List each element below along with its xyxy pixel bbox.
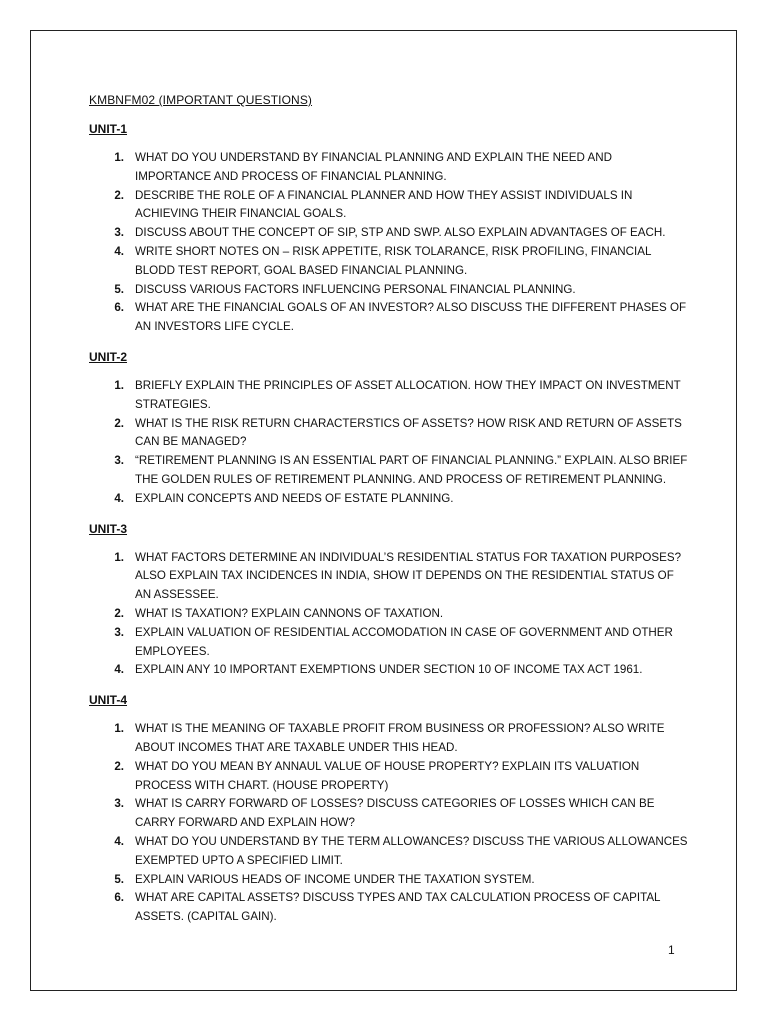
question-item xyxy=(89,490,689,509)
question-text: EXPLAIN VALUATION OF RESIDENTIAL ACCOMODATION IN CASE OF GOVERNMENT AND OTHER EMPLOYEES. xyxy=(135,625,673,658)
question-number: 3. xyxy=(114,625,124,639)
question-text: DESCRIBE THE ROLE OF A FINANCIAL PLANNER AND HOW THEY ASSIST INDIVIDUALS IN ACHIEVING THEIR FINANCIAL GOALS. xyxy=(135,188,633,221)
question-list xyxy=(89,377,689,509)
question-item xyxy=(89,224,689,243)
question-number: 6. xyxy=(114,891,124,905)
question-item xyxy=(89,187,689,225)
question-number: 3. xyxy=(114,226,124,240)
document-body xyxy=(89,92,689,939)
question-text: WHAT ARE THE FINANCIAL GOALS OF AN INVESTOR? ALSO DISCUSS THE DIFFERENT PHASES OF AN INVESTORS LIFE CYCLE. xyxy=(135,301,687,334)
question-text: EXPLAIN ANY 10 IMPORTANT EXEMPTIONS UNDER SECTION 10 OF INCOME TAX ACT 1961. xyxy=(135,663,643,677)
question-number: 2. xyxy=(114,606,124,620)
question-text: WHAT DO YOU UNDERSTAND BY THE TERM ALLOWANCES? DISCUSS THE VARIOUS ALLOWANCES EXEMPTED UPTO A SPECIFIED LIMIT. xyxy=(135,834,688,867)
question-item xyxy=(89,243,689,281)
question-item xyxy=(89,452,689,490)
unit-heading: UNIT-4 xyxy=(89,693,128,708)
unit-heading: UNIT-2 xyxy=(89,349,128,364)
question-number: 5. xyxy=(114,282,124,296)
question-list xyxy=(89,720,689,927)
question-text: WHAT IS CARRY FORWARD OF LOSSES? DISCUSS CATEGORIES OF LOSSES WHICH CAN BE CARRY FORWARD AND EXPLAIN HOW? xyxy=(135,797,655,830)
question-item xyxy=(89,758,689,796)
question-number: 4. xyxy=(114,834,124,848)
question-text: BRIEFLY EXPLAIN THE PRINCIPLES OF ASSET ALLOCATION. HOW THEY IMPACT ON INVESTMENT STRATEGIES. xyxy=(135,378,681,411)
document-title: KMBNFM02 (IMPORTANT QUESTIONS) xyxy=(89,93,313,107)
question-item xyxy=(89,833,689,871)
question-text: WRITE SHORT NOTES ON – RISK APPETITE, RISK TOLARANCE, RISK PROFILING, FINANCIAL BLODD TEST REPORT, GOAL BASED FINANCIAL PLANNING. xyxy=(135,244,652,277)
question-text: WHAT ARE CAPITAL ASSETS? DISCUSS TYPES AND TAX CALCULATION PROCESS OF CAPITAL ASSETS. (CAPITAL GAIN). xyxy=(135,891,661,924)
question-list xyxy=(89,149,689,337)
question-text: “RETIREMENT PLANNING IS AN ESSENTIAL PART OF FINANCIAL PLANNING.” EXPLAIN. ALSO BRIEF THE GOLDEN RULES OF RETIREMENT PLANNING. AND PROCESS OF RETIREMENT PLANNING. xyxy=(135,454,688,486)
question-number: 2. xyxy=(114,416,124,430)
question-number: 2. xyxy=(114,759,124,773)
question-number: 5. xyxy=(114,872,124,886)
question-text: WHAT IS THE RISK RETURN CHARACTERSTICS OF ASSETS? HOW RISK AND RETURN OF ASSETS CAN BE MANAGED? xyxy=(135,416,682,449)
question-number: 4. xyxy=(114,244,124,258)
question-number: 2. xyxy=(114,188,124,202)
question-list xyxy=(89,549,689,681)
question-number: 3. xyxy=(114,454,124,468)
question-text: WHAT IS THE MEANING OF TAXABLE PROFIT FROM BUSINESS OR PROFESSION? ALSO WRITE ABOUT INCOMES THAT ARE TAXABLE UNDER THIS HEAD. xyxy=(135,722,665,754)
question-number: 3. xyxy=(114,797,124,811)
question-number: 1. xyxy=(114,722,124,736)
question-number: 1. xyxy=(114,550,124,564)
question-item xyxy=(89,549,689,605)
units-container xyxy=(89,121,689,927)
question-text: DISCUSS ABOUT THE CONCEPT OF SIP, STP AND SWP. ALSO EXPLAIN ADVANTAGES OF EACH. xyxy=(135,226,666,240)
question-item xyxy=(89,720,689,758)
question-text: EXPLAIN CONCEPTS AND NEEDS OF ESTATE PLANNING. xyxy=(135,491,454,505)
question-item xyxy=(89,281,689,300)
question-item xyxy=(89,415,689,453)
question-item xyxy=(89,795,689,833)
question-number: 1. xyxy=(114,378,124,392)
question-item xyxy=(89,661,689,680)
question-number: 4. xyxy=(114,663,124,677)
question-item xyxy=(89,377,689,415)
question-text: DISCUSS VARIOUS FACTORS INFLUENCING PERSONAL FINANCIAL PLANNING. xyxy=(135,282,576,296)
question-item xyxy=(89,605,689,624)
question-number: 4. xyxy=(114,491,124,505)
question-item xyxy=(89,299,689,337)
question-text: WHAT DO YOU UNDERSTAND BY FINANCIAL PLANNING AND EXPLAIN THE NEED AND IMPORTANCE AND PROCESS OF FINANCIAL PLANNING. xyxy=(135,151,612,183)
question-item xyxy=(89,889,689,927)
question-text: WHAT FACTORS DETERMINE AN INDIVIDUAL’S RESIDENTIAL STATUS FOR TAXATION PURPOSES? ALSO EXPLAIN TAX INCIDENCES IN INDIA, SHOW IT DEPENDS ON THE RESIDENTIAL STATUS OF AN ASSESSEE. xyxy=(135,550,682,602)
page-number: 1 xyxy=(668,943,675,957)
unit-heading: UNIT-3 xyxy=(89,521,128,536)
unit-heading: UNIT-1 xyxy=(89,122,128,136)
question-number: 1. xyxy=(114,151,124,164)
question-text: WHAT DO YOU MEAN BY ANNAUL VALUE OF HOUSE PROPERTY? EXPLAIN ITS VALUATION PROCESS WITH CHART. (HOUSE PROPERTY) xyxy=(135,759,640,792)
question-item xyxy=(89,149,689,187)
question-number: 6. xyxy=(114,301,124,315)
question-text: WHAT IS TAXATION? EXPLAIN CANNONS OF TAXATION. xyxy=(135,606,444,620)
question-item xyxy=(89,624,689,662)
question-item xyxy=(89,871,689,890)
question-text: EXPLAIN VARIOUS HEADS OF INCOME UNDER THE TAXATION SYSTEM. xyxy=(135,872,535,886)
